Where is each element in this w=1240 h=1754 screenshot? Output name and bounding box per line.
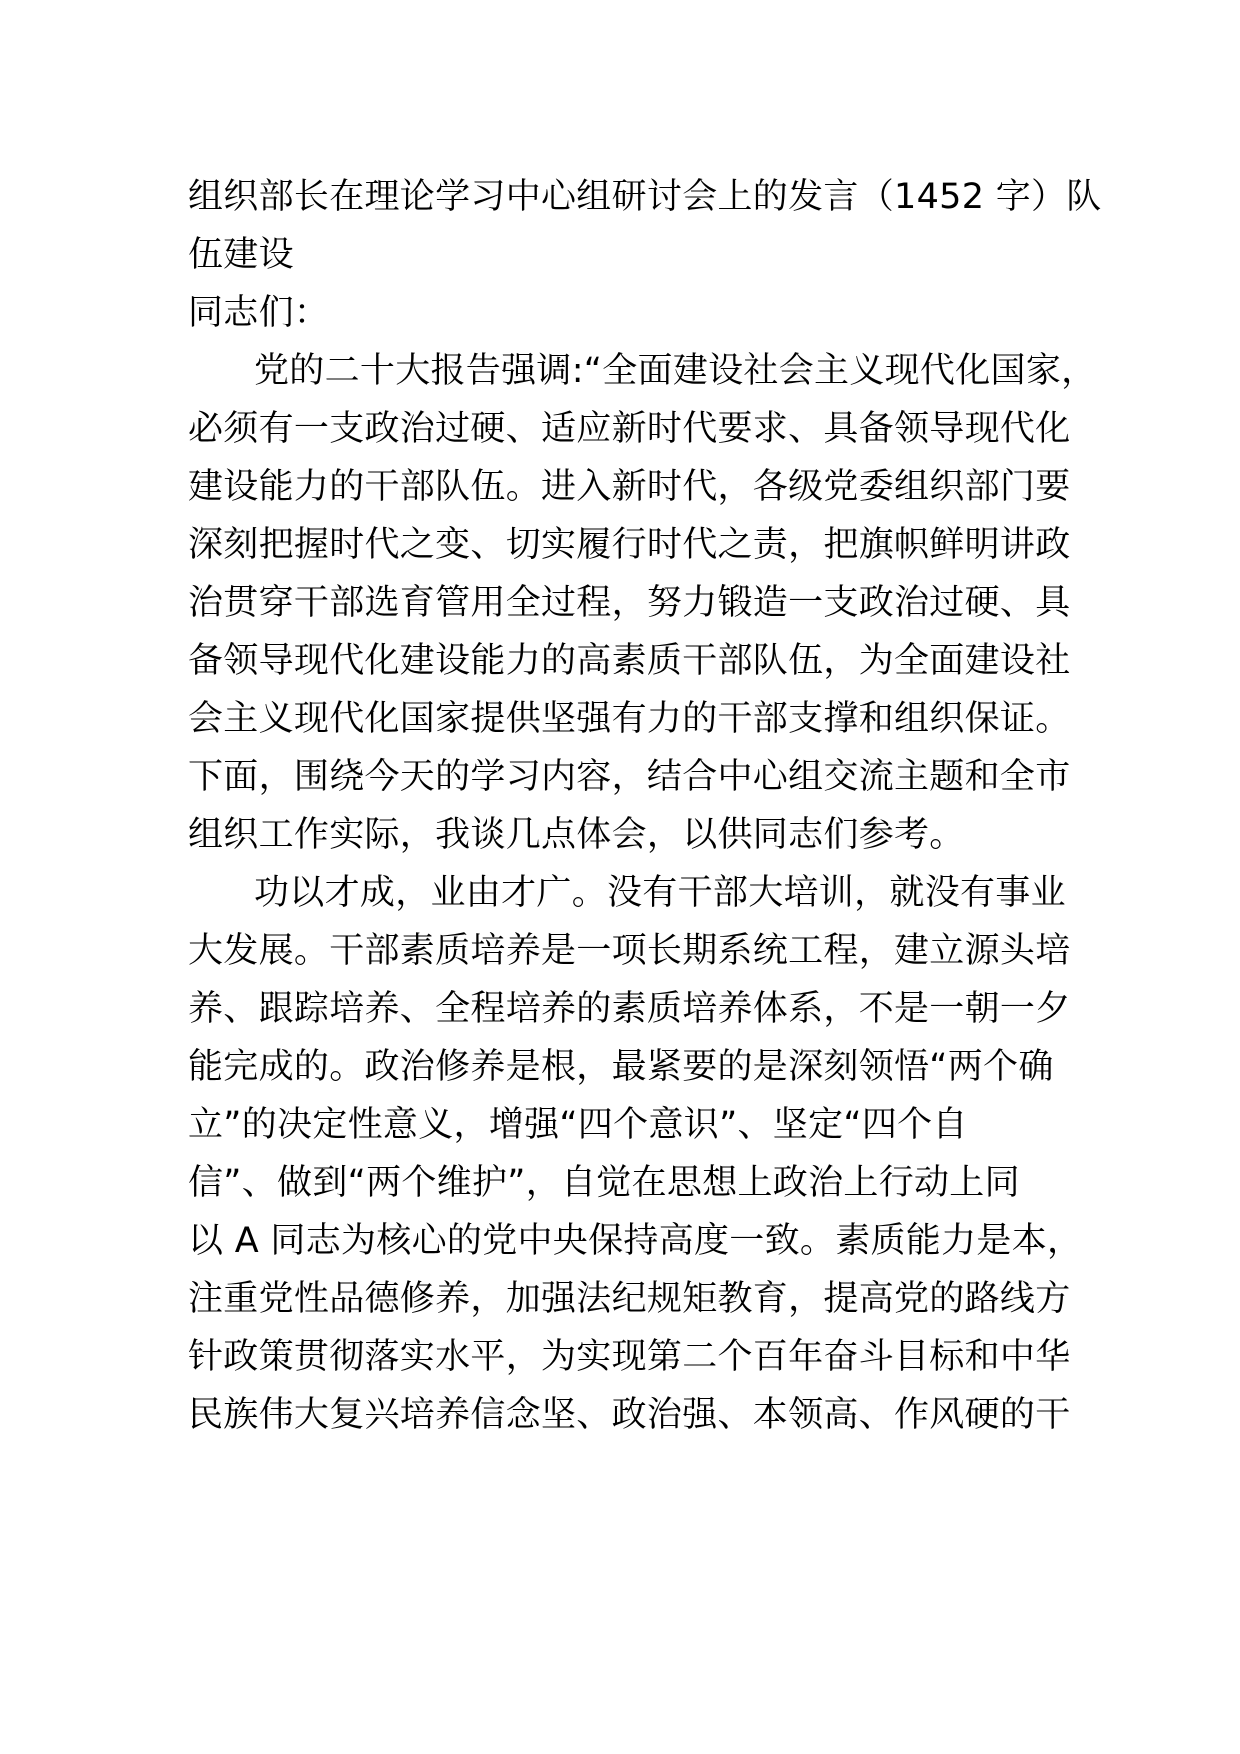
paragraph-1-line: 会主义现代化国家提供坚强有力的干部支撑和组织保证。 — [188, 699, 1071, 739]
paragraph-1-line: 组织工作实际，我谈几点体会，以供同志们参考。 — [188, 815, 965, 855]
salutation: 同志们： — [188, 293, 330, 333]
paragraph-1-line: 备领导现代化建设能力的高素质干部队伍，为全面建设社 — [188, 641, 1071, 681]
paragraph-2-line: 注重党性品德修养，加强法纪规矩教育，提高党的路线方 — [188, 1279, 1071, 1319]
paragraph-2-line: 能完成的。政治修养是根，最紧要的是深刻领悟“两个确 — [188, 1047, 1054, 1087]
paragraph-2-line: 信”、做到“两个维护”，自觉在思想上政治上行动上同 — [188, 1163, 1020, 1203]
paragraph-2-line: 功以才成，业由才广。没有干部大培训，就没有事业 — [254, 873, 1066, 913]
paragraph-1-line: 下面，围绕今天的学习内容，结合中心组交流主题和全市 — [188, 757, 1071, 797]
paragraph-2-line: 针政策贯彻落实水平，为实现第二个百年奋斗目标和中华 — [188, 1337, 1071, 1377]
paragraph-2-line: 养、跟踪培养、全程培养的素质培养体系，不是一朝一夕 — [188, 989, 1071, 1029]
paragraph-1-line: 必须有一支政治过硬、适应新时代要求、具备领导现代化 — [188, 409, 1071, 449]
paragraph-1-line: 党的二十大报告强调:“全面建设社会主义现代化国家， — [254, 351, 1097, 391]
document-title-line-2: 伍建设 — [188, 235, 294, 275]
paragraph-2-line: 大发展。干部素质培养是一项长期系统工程，建立源头培 — [188, 931, 1071, 971]
paragraph-2-line: 以 A 同志为核心的党中央保持高度一致。素质能力是本， — [188, 1221, 1083, 1261]
paragraph-2-line: 民族伟大复兴培养信念坚、政治强、本领高、作风硬的干 — [188, 1395, 1071, 1435]
paragraph-2-line: 立”的决定性意义，增强“四个意识”、坚定“四个自 — [188, 1105, 968, 1145]
paragraph-1-line: 深刻把握时代之变、切实履行时代之责，把旗帜鲜明讲政 — [188, 525, 1071, 565]
paragraph-1-line: 治贯穿干部选育管用全过程，努力锻造一支政治过硬、具 — [188, 583, 1071, 623]
document-title-line-1: 组织部长在理论学习中心组研讨会上的发言（1452 字）队 — [188, 177, 1102, 217]
document-body — [188, 168, 1102, 1444]
paragraph-1-line: 建设能力的干部队伍。进入新时代，各级党委组织部门要 — [188, 467, 1071, 507]
